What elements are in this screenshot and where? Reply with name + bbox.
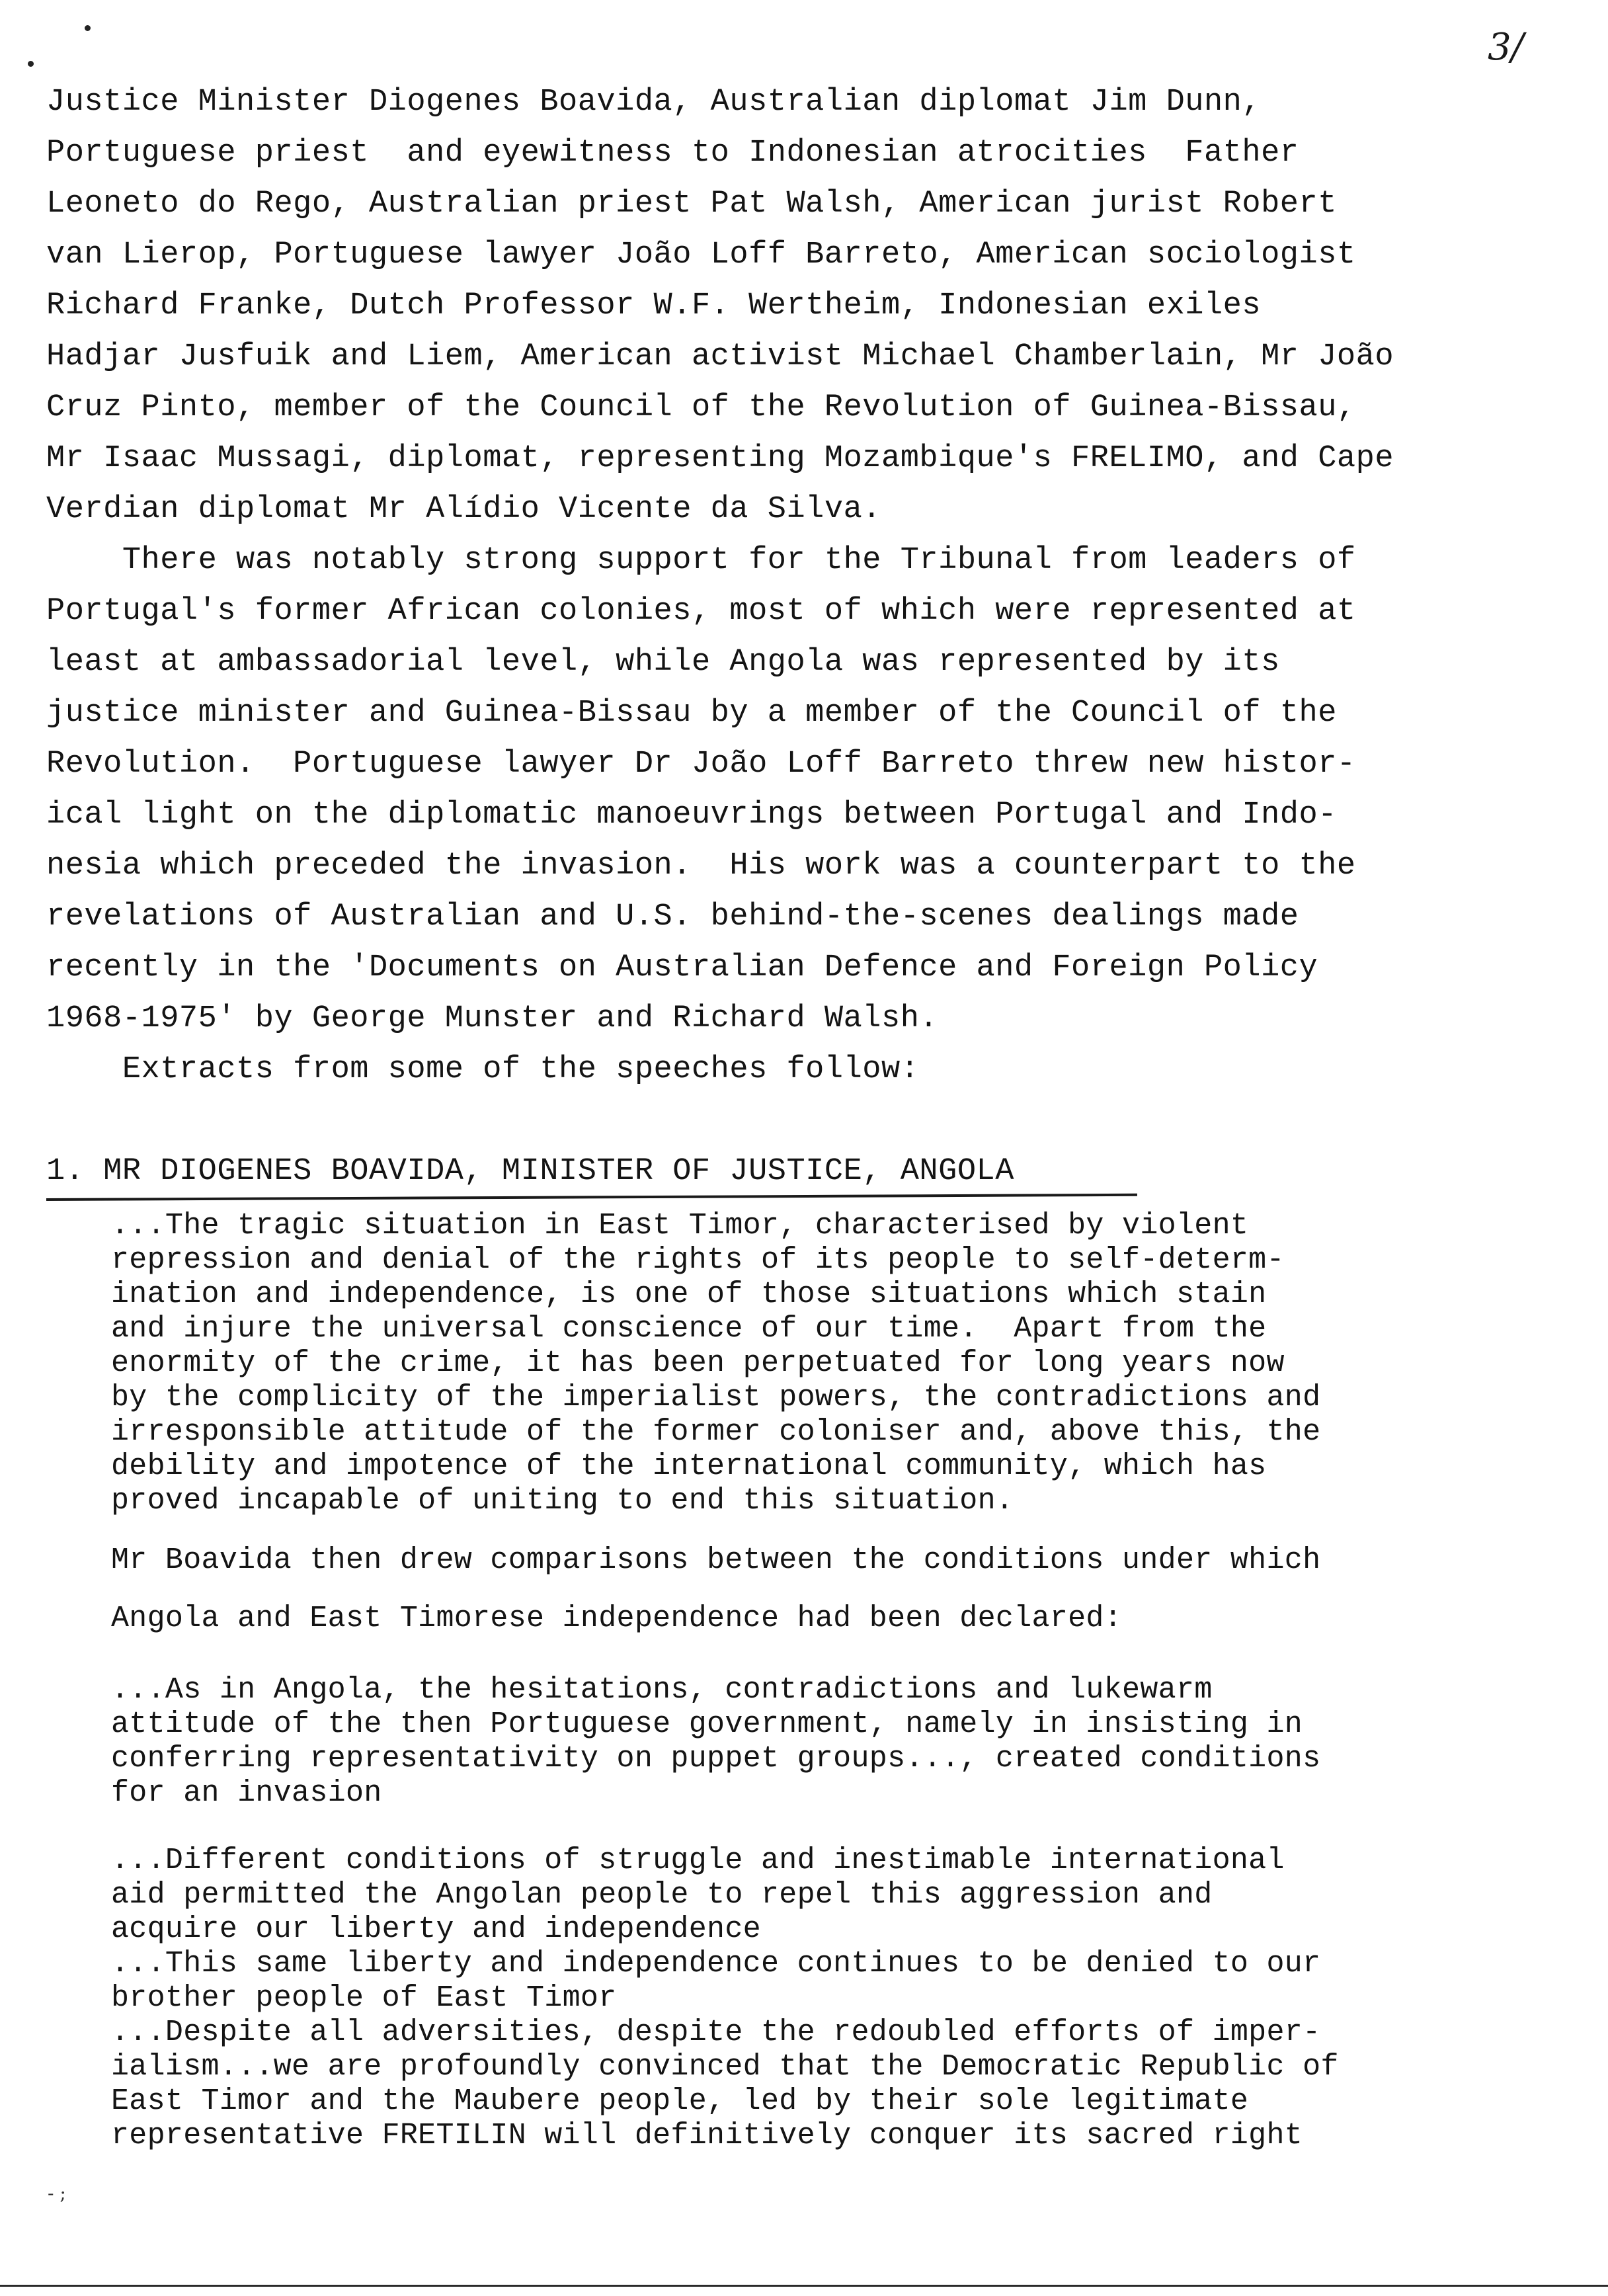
- intro-line: Revolution. Portuguese lawyer Dr João Loff Barreto threw new histor-: [46, 747, 1356, 782]
- quote-line: repression and denial of the rights of its people to self-determ-: [111, 1243, 1285, 1277]
- quote-line: ialism...we are profoundly convinced that the Democratic Republic of: [111, 2050, 1339, 2084]
- narrative-line: Mr Boavida then drew comparisons between the conditions under which: [111, 1543, 1321, 1577]
- quote-line: attitude of the then Portuguese government, namely in insisting in: [111, 1707, 1303, 1741]
- narrative-line: Angola and East Timorese independence had been declared:: [111, 1602, 1123, 1635]
- quote-line: ...Despite all adversities, despite the redoubled efforts of imper-: [111, 2016, 1321, 2049]
- quote-line: conferring representativity on puppet groups..., created conditions: [111, 1742, 1321, 1776]
- heading-underline: [46, 1194, 1137, 1201]
- quote-line: aid permitted the Angolan people to repel this aggression and: [111, 1878, 1213, 1912]
- quote-line: representative FRETILIN will definitively conquer its sacred right: [111, 2119, 1303, 2152]
- intro-line: van Lierop, Portuguese lawyer João Loff Barreto, American sociologist: [46, 237, 1356, 272]
- intro-line: recently in the 'Documents on Australian Defence and Foreign Policy: [46, 950, 1318, 985]
- quote-line: East Timor and the Maubere people, led by their sole legitimate: [111, 2084, 1249, 2118]
- quote-line: proved incapable of uniting to end this situation.: [111, 1484, 1014, 1518]
- intro-line: justice minister and Guinea-Bissau by a member of the Council of the: [46, 696, 1337, 731]
- footer-mark: - ;: [48, 2182, 66, 2204]
- quote-line: and injure the universal conscience of our time. Apart from the: [111, 1312, 1267, 1346]
- quote-line: brother people of East Timor: [111, 1981, 617, 2015]
- intro-line: Portuguese priest and eyewitness to Indonesian atrocities Father: [46, 136, 1299, 171]
- ink-speck: [28, 61, 34, 67]
- quote-line: enormity of the crime, it has been perpetuated for long years now: [111, 1346, 1285, 1380]
- intro-line: Verdian diplomat Mr Alídio Vicente da Silva.: [46, 492, 882, 527]
- quote-line: debility and impotence of the international community, which has: [111, 1450, 1267, 1483]
- intro-line: ical light on the diplomatic manoeuvrings between Portugal and Indo-: [46, 798, 1337, 833]
- intro-line: Mr Isaac Mussagi, diplomat, representing Mozambique's FRELIMO, and Cape: [46, 441, 1394, 476]
- ink-speck: [85, 25, 91, 31]
- quote-line: ination and independence, is one of those situations which stain: [111, 1278, 1267, 1311]
- quote-line: acquire our liberty and independence: [111, 1912, 761, 1946]
- intro-line: revelations of Australian and U.S. behind-the-scenes dealings made: [46, 899, 1299, 934]
- intro-line: Hadjar Jusfuik and Liem, American activist Michael Chamberlain, Mr João: [46, 339, 1394, 374]
- intro-line: 1968-1975' by George Munster and Richard Walsh.: [46, 1001, 939, 1036]
- quote-line: ...This same liberty and independence continues to be denied to our: [111, 1947, 1321, 1981]
- page-bottom-edge: [0, 2285, 1608, 2287]
- intro-line: nesia which preceded the invasion. His work was a counterpart to the: [46, 848, 1356, 883]
- intro-line: Cruz Pinto, member of the Council of the Revolution of Guinea-Bissau,: [46, 390, 1356, 425]
- intro-line: Leoneto do Rego, Australian priest Pat Walsh, American jurist Robert: [46, 186, 1337, 222]
- intro-line: There was notably strong support for the Tribunal from leaders of: [46, 543, 1356, 578]
- quote-line: irresponsible attitude of the former coloniser and, above this, the: [111, 1415, 1321, 1449]
- section-heading: 1. MR DIOGENES BOAVIDA, MINISTER OF JUSTICE, ANGOLA: [46, 1154, 1014, 1189]
- quote-line: by the complicity of the imperialist powers, the contradictions and: [111, 1381, 1321, 1414]
- quote-line: ...Different conditions of struggle and inestimable international: [111, 1844, 1285, 1877]
- quote-line: ...The tragic situation in East Timor, characterised by violent: [111, 1209, 1249, 1243]
- intro-line: Portugal's former African colonies, most of which were represented at: [46, 594, 1356, 629]
- quote-line: for an invasion: [111, 1776, 382, 1810]
- intro-line: Richard Franke, Dutch Professor W.F. Wertheim, Indonesian exiles: [46, 288, 1262, 323]
- intro-line: Extracts from some of the speeches follow:: [46, 1052, 920, 1087]
- intro-line: least at ambassadorial level, while Angola was represented by its: [46, 645, 1280, 680]
- intro-line: Justice Minister Diogenes Boavida, Australian diplomat Jim Dunn,: [46, 85, 1262, 120]
- quote-line: ...As in Angola, the hesitations, contradictions and lukewarm: [111, 1673, 1213, 1707]
- page-number: 3/: [1488, 26, 1524, 69]
